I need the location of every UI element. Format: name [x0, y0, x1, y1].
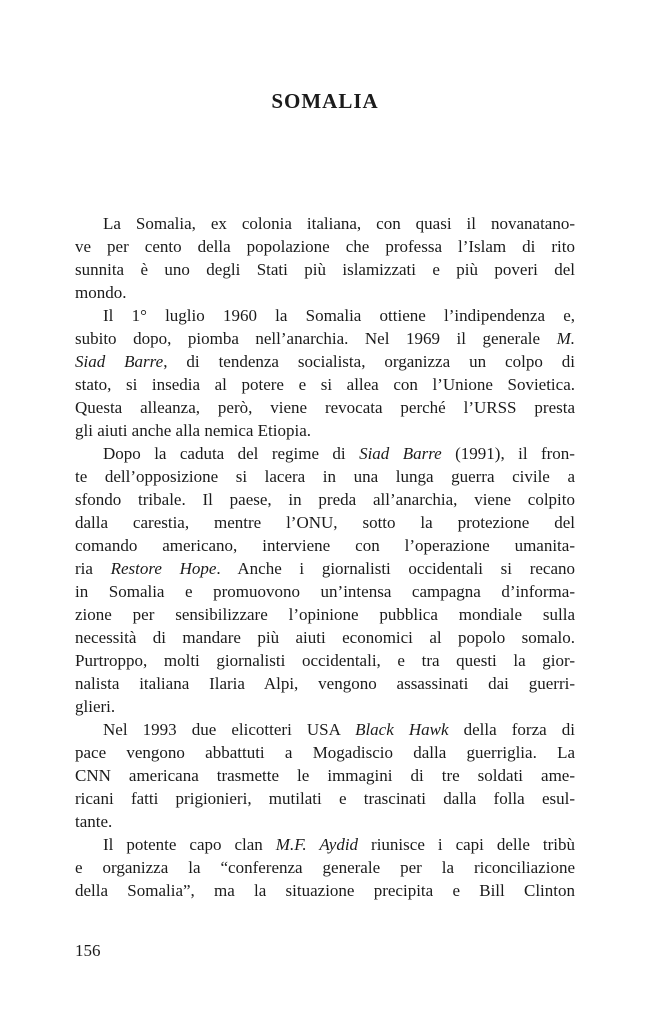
- text-line: [75, 695, 575, 718]
- body-text-segment: pace vengono abbattuti a Mogadiscio dalla guerriglia. La: [75, 743, 575, 762]
- chapter-title: SOMALIA: [271, 89, 379, 113]
- body-text-segment: glieri.: [75, 697, 116, 716]
- italic-text: M.F. Aydid: [275, 835, 359, 854]
- body-text-segment: e organizza la “conferenza generale per la riconciliazione: [75, 858, 575, 877]
- body-text-segment: Il 1° luglio 1960 la Somalia ottiene l’indipendenza e,: [103, 306, 575, 325]
- text-line: [75, 327, 575, 350]
- text-line: [75, 396, 575, 419]
- text-line: [75, 626, 575, 649]
- body-text-segment: ve per cento della popolazione che professa l’Islam di rito: [75, 237, 575, 256]
- body-text-segment: sfondo tribale. Il paese, in preda all’anarchia, viene colpito: [75, 490, 575, 509]
- text-line: [75, 442, 575, 465]
- body-text-segment: ricani fatti prigionieri, mutilati e trascinati dalla folla esul-: [75, 789, 575, 808]
- body-text-segment: stato, si insedia al potere e si allea con l’Unione Sovietica.: [75, 375, 575, 394]
- body-text-segment: nalista italiana Ilaria Alpi, vengono assassinati dai guerri-: [75, 674, 575, 693]
- text-line: [75, 465, 575, 488]
- text-line: [75, 718, 575, 741]
- text-line: [75, 603, 575, 626]
- body-text-segment: ria: [75, 559, 111, 578]
- text-line: [75, 350, 575, 373]
- body-text-segment: Purtroppo, molti giornalisti occidentali, e tra questi la gior-: [75, 651, 575, 670]
- body-text-segment: Dopo la caduta del regime di: [103, 444, 360, 463]
- text-line: [75, 580, 575, 603]
- body-text-segment: riunisce i capi delle tribù: [358, 835, 576, 854]
- body-text-segment: (1991), il fron-: [441, 444, 575, 463]
- page-number: 156: [75, 941, 101, 960]
- body-text-segment: subito dopo, piomba nell’anarchia. Nel 1969 il generale: [75, 329, 557, 348]
- italic-text: M.: [556, 329, 575, 348]
- paragraph: [75, 212, 575, 304]
- body-text-segment: zione per sensibilizzare l’opinione pubblica mondiale sulla: [75, 605, 575, 624]
- text-line: [75, 833, 575, 856]
- text-line: [75, 281, 575, 304]
- text-line: [75, 856, 575, 879]
- italic-text: Siad Barre: [75, 352, 164, 371]
- body-text-segment: . Anche i giornalisti occidentali si recano: [216, 559, 575, 578]
- text-line: [75, 764, 575, 787]
- text-line: [75, 557, 575, 580]
- paragraph: [75, 304, 575, 442]
- text-line: [75, 258, 575, 281]
- body-text-segment: gli aiuti anche alla nemica Etiopia.: [75, 421, 312, 440]
- body-text-segment: Nel 1993 due elicotteri USA: [103, 720, 356, 739]
- body-text-segment: comando americano, interviene con l’operazione umanita-: [75, 536, 575, 555]
- text-line: [75, 419, 575, 442]
- body-text-segment: mondo.: [75, 283, 127, 302]
- body-text-segment: sunnita è uno degli Stati più islamizzati e più poveri del: [75, 260, 575, 279]
- text-line: [75, 649, 575, 672]
- text-line: [75, 741, 575, 764]
- body-text-segment: tante.: [75, 812, 113, 831]
- body-text-segment: in Somalia e promuovono un’intensa campagna d’informa-: [75, 582, 575, 601]
- text-line: [75, 672, 575, 695]
- body-text-segment: dalla carestia, mentre l’ONU, sotto la protezione del: [75, 513, 575, 532]
- body-text-segment: della Somalia”, ma la situazione precipita e Bill Clinton: [75, 881, 575, 900]
- text-line: [75, 212, 575, 235]
- body-text-segment: Il potente capo clan: [103, 835, 276, 854]
- text-line: [75, 810, 575, 833]
- italic-text: Restore Hope: [110, 559, 217, 578]
- paragraph: [75, 442, 575, 718]
- body-text-segment: te dell’opposizione si lacera in una lunga guerra civile a: [75, 467, 575, 486]
- italic-text: Black Hawk: [355, 720, 449, 739]
- text-line: [75, 373, 575, 396]
- body-text-segment: necessità di mandare più aiuti economici al popolo somalo.: [75, 628, 575, 647]
- paragraph: [75, 833, 575, 902]
- text-line: [75, 534, 575, 557]
- italic-text: Siad Barre: [359, 444, 442, 463]
- body-text-segment: della forza di: [448, 720, 575, 739]
- body-text-segment: , di tendenza socialista, organizza un colpo di: [163, 352, 575, 371]
- text-line: [75, 511, 575, 534]
- text-line: [75, 235, 575, 258]
- text-line: [75, 879, 575, 902]
- body-text-segment: Questa alleanza, però, viene revocata perché l’URSS presta: [75, 398, 575, 417]
- body-text-segment: CNN americana trasmette le immagini di tre soldati ame-: [75, 766, 575, 785]
- text-line: [75, 787, 575, 810]
- paragraph: [75, 718, 575, 833]
- text-line: [75, 488, 575, 511]
- text-line: [75, 304, 575, 327]
- body-text: [75, 212, 575, 902]
- body-text-segment: La Somalia, ex colonia italiana, con quasi il novanatano-: [103, 214, 575, 233]
